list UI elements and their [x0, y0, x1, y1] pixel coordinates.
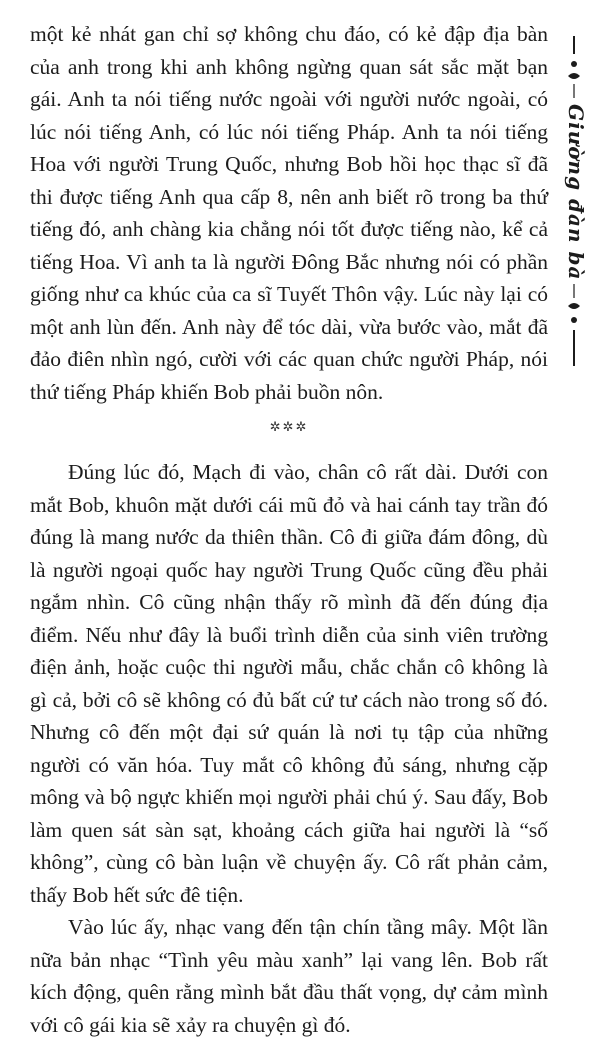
book-page-body [30, 18, 548, 1041]
paragraph-2: Đúng lúc đó, Mạch đi vào, chân cô rất dài. Dưới con mắt Bob, khuôn mặt dưới cái mũ đỏ và hai cánh tay trần đó đúng là mang nước da thiên thần. Cô đi giữa đám đông, dù là người ngoại quốc hay người Trung Quốc cũng đều phải ngắm nhìn. Cô cũng nhận thấy rõ mình đã đến đúng địa điểm. Nếu như đây là buổi trình diễn của sinh viên trường điện ảnh, hoặc cuộc thi người mẫu, chắc chắn cô không là gì cả, bởi cô sẽ không có đủ bất cứ tư cách nào trong số đó. Nhưng cô đến một đại sứ quán là nơi tụ tập của những người có văn hóa. Tuy mắt cô không đủ sáng, nhưng cặp mông và bộ ngực khiến mọi người phải chú ý. Sau đấy, Bob làm quen sát sàn sạt, khoảng cách giữa hai người là “số không”, cùng cô bàn luận về chuyện ấy. Cô rất phản cảm, thấy Bob hết sức đê tiện. [30, 460, 548, 907]
paragraph-1: một kẻ nhát gan chỉ sợ không chu đáo, có kẻ đập địa bàn của anh trong khi anh không ngừng quan sát sắc mặt bạn gái. Anh ta nói tiếng nước ngoài với người nước ngoài, có lúc nói tiếng Anh, có lúc nói tiếng Pháp. Anh ta nói tiếng Hoa với người Trung Quốc, nhưng Bob hồi học thạc sĩ đã thi được tiếng Anh qua cấp 8, nên anh biết rõ trong ba thứ tiếng đó, anh chàng kia chẳng nói tốt được tiếng nào, kể cả tiếng Hoa. Vì anh ta là người Đông Bắc nhưng nói có phần giống như ca khúc của ca sĩ Tuyết Thôn vậy. Lúc này lại có một anh lùn đến. Anh này để tóc dài, vừa bước vào, mắt đã đảo điên nhìn ngó, cười với các quan chức người Pháp, nói thứ tiếng Pháp khiến Bob phải buồn nôn. [30, 22, 548, 404]
book-title-running-header: Giường đàn bà [564, 104, 588, 281]
scene-break-ornament: ✲✲✲ [269, 419, 309, 434]
paragraph-3: Vào lúc ấy, nhạc vang đến tận chín tầng mây. Một lần nữa bản nhạc “Tình yêu màu xanh” lại vang lên. Bob rất kích động, quên rằng mình bắt đầu thất vọng, dự cảm mình với cô gái kia sẽ xảy ra chuyện gì đó. [30, 915, 548, 1037]
